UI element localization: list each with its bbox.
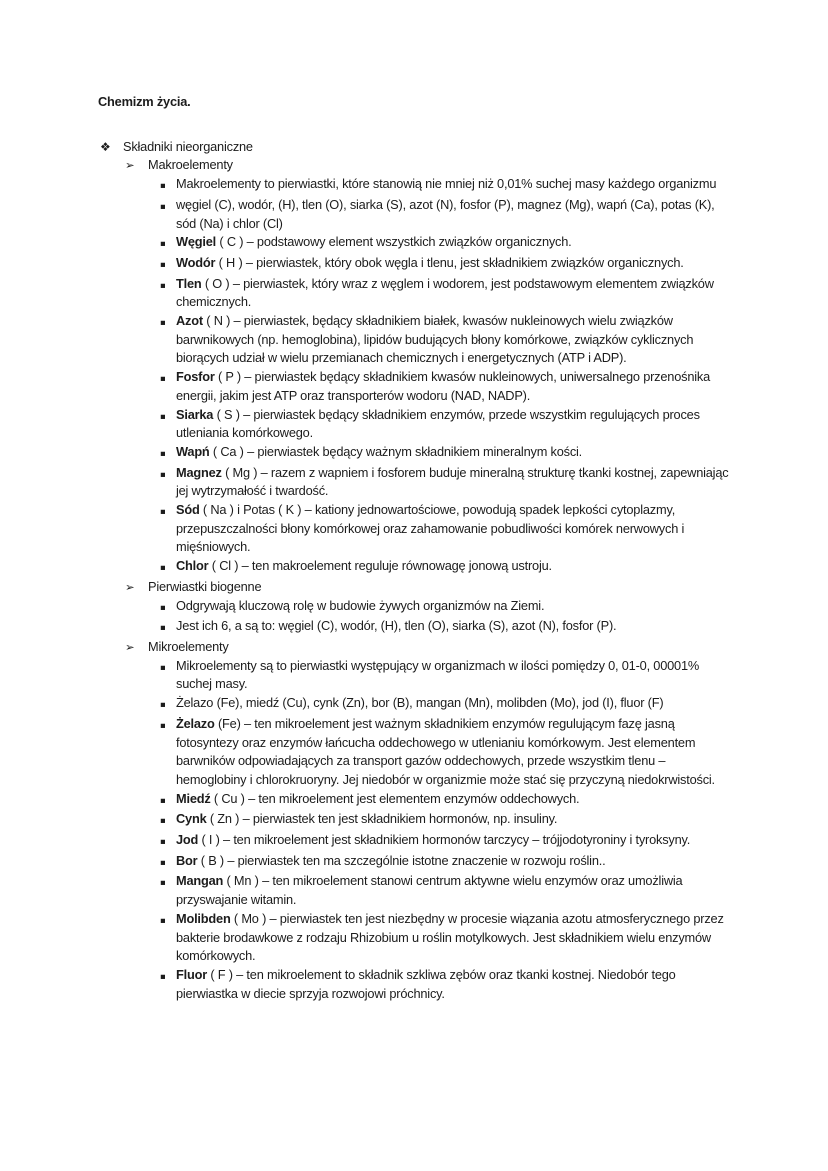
text-segment: ( Ca ) – pierwiastek będący ważnym składnikiem mineralnym kości. — [209, 443, 583, 459]
text-segment: Mikroelementy są to pierwiastki występujący w organizmach w ilości pomiędzy 0, 01-0, 00001% suchej masy. — [176, 657, 700, 692]
list-item-level-3 — [98, 196, 731, 233]
square-bullet-icon: ▪ — [160, 563, 166, 574]
term-bold: Wodór — [176, 254, 216, 270]
arrow-bullet-icon: ➢ — [125, 158, 135, 173]
text-segment: Makroelementy to pierwiastki, które stanowią nie mniej niż 0,01% suchej masy każdego organizmu — [176, 176, 717, 192]
text-segment: Odgrywają kluczową rolę w budowie żywych organizmów na Ziemi. — [176, 597, 545, 613]
list-item-text — [176, 254, 731, 273]
text-segment: ( N ) – pierwiastek, będący składnikiem białek, kwasów nukleinowych wielu związków barwnikowych (np. hemoglobina), lipidów budujących błony komórkowe, związków cyklicznych biorących udział w wielu przemianach chemicznych i energetycznych (ATP i ADP). — [176, 313, 694, 366]
list-item-level-2 — [98, 638, 731, 657]
term-bold: Azot — [176, 313, 203, 329]
text-segment: ( Mg ) – razem z wapniem i fosforem buduje mineralną strukturę tkanki kostnej, zapewniając jej wytrzymałość i twardość. — [176, 464, 729, 499]
square-bullet-icon: ▪ — [160, 857, 166, 868]
list-item-level-3 — [98, 715, 731, 790]
list-item-level-3 — [98, 275, 731, 312]
square-bullet-icon: ▪ — [160, 181, 166, 192]
text-segment: Składniki nieorganiczne — [123, 138, 253, 154]
list-item-text — [148, 638, 731, 657]
list-item-text — [176, 275, 731, 312]
list-item-level-3 — [98, 872, 731, 909]
list-item-level-3 — [98, 790, 731, 811]
term-bold: Mangan — [176, 873, 224, 889]
list-item-level-3 — [98, 501, 731, 557]
square-bullet-icon: ▪ — [160, 469, 166, 480]
list-item-level-3 — [98, 831, 731, 852]
text-segment: Pierwiastki biogenne — [148, 578, 262, 594]
term-bold: Bor — [176, 852, 198, 868]
text-segment: ( Zn ) – pierwiastek ten jest składnikiem hormonów, np. insuliny. — [206, 811, 558, 827]
square-bullet-icon: ▪ — [160, 411, 166, 422]
term-bold: Chlor — [176, 558, 209, 574]
list-item-level-2 — [98, 578, 731, 597]
text-segment: ( C ) – podstawowy element wszystkich związków organicznych. — [216, 234, 572, 250]
list-item-text — [176, 910, 731, 966]
list-item-level-3 — [98, 233, 731, 254]
square-bullet-icon: ▪ — [160, 448, 166, 459]
list-item-level-3 — [98, 557, 731, 578]
square-bullet-icon: ▪ — [160, 201, 166, 212]
list-item-text — [176, 196, 731, 233]
list-item-text — [176, 557, 731, 576]
list-item-level-3 — [98, 597, 731, 618]
text-segment: ( P ) – pierwiastek będący składnikiem kwasów nukleinowych, uniwersalnego przenośnika energii, jakim jest ATP oraz transporterów wodoru (NAD, NADP). — [176, 369, 711, 403]
list-item-level-3 — [98, 254, 731, 275]
square-bullet-icon: ▪ — [160, 259, 166, 270]
text-segment: ( Na ) i Potas ( K ) – kationy jednowartościowe, powodują spadek lepkości cytoplazmy, przepuszczalności błony komórkowej oraz zahamowanie pobudliwości komórek nerwowych i mięśniowych. — [176, 502, 685, 555]
list-item-level-3 — [98, 368, 731, 405]
outline — [98, 138, 731, 1004]
list-item-level-3 — [98, 406, 731, 443]
text-segment: ( B ) – pierwiastek ten ma szczególnie istotne znaczenie w rozwoju roślin.. — [197, 852, 606, 868]
term-bold: Siarka — [176, 406, 214, 422]
term-bold: Tlen — [176, 275, 202, 291]
square-bullet-icon: ▪ — [160, 816, 166, 827]
term-bold: Żelazo — [176, 715, 215, 731]
text-segment: ( Cu ) – ten mikroelement jest elementem enzymów oddechowych. — [210, 790, 580, 806]
text-segment: Mikroelementy — [148, 638, 229, 654]
list-item-text — [176, 443, 731, 462]
list-item-text — [176, 790, 731, 809]
text-segment: ( O ) – pierwiastek, który wraz z węglem i wodorem, jest podstawowym elementem związków chemicznych. — [176, 275, 714, 310]
list-item-level-3 — [98, 175, 731, 196]
list-item-text — [176, 831, 731, 850]
list-item-text — [176, 406, 731, 443]
list-item-text — [176, 368, 731, 405]
list-item-text — [176, 175, 731, 194]
list-item-text — [176, 810, 731, 829]
term-bold: Magnez — [176, 464, 222, 480]
list-item-text — [148, 578, 731, 597]
square-bullet-icon: ▪ — [160, 700, 166, 711]
text-segment: ( H ) – pierwiastek, który obok węgla i tlenu, jest składnikiem związków organicznych. — [215, 254, 684, 270]
list-item-level-3 — [98, 464, 731, 501]
square-bullet-icon: ▪ — [160, 239, 166, 250]
text-segment: ( Mo ) – pierwiastek ten jest niezbędny w procesie wiązania azotu atmosferycznego przez bakterie brodawkowe z rodzaju Rhizobium u roślin motylkowych. Jest składnikiem wielu enzymów komórkowych. — [176, 910, 724, 964]
list-item-text — [176, 872, 731, 909]
list-item-text — [176, 597, 731, 616]
term-bold: Fosfor — [176, 369, 215, 385]
list-item-text — [123, 138, 731, 157]
square-bullet-icon: ▪ — [160, 662, 166, 673]
list-item-level-3 — [98, 312, 731, 368]
square-bullet-icon: ▪ — [160, 720, 166, 731]
page-title: Chemizm życia. — [98, 94, 191, 109]
list-item-level-3 — [98, 810, 731, 831]
square-bullet-icon: ▪ — [160, 602, 166, 613]
list-item-text — [148, 156, 731, 175]
square-bullet-icon: ▪ — [160, 623, 166, 634]
list-item-text — [176, 312, 731, 368]
list-item-level-3 — [98, 657, 731, 694]
list-item-level-3 — [98, 966, 731, 1003]
text-segment: Żelazo (Fe), miedź (Cu), cynk (Zn), bor (B), mangan (Mn), molibden (Mo), jod (I), fluor (F) — [176, 695, 664, 711]
text-segment: Makroelementy — [148, 157, 233, 173]
square-bullet-icon: ▪ — [160, 318, 166, 329]
text-segment: Jest ich 6, a są to: węgiel (C), wodór, (H), tlen (O), siarka (S), azot (N), fosfor (P). — [176, 618, 617, 634]
list-item-text — [176, 715, 731, 790]
text-segment: ( Cl ) – ten makroelement reguluje równowagę jonową ustroju. — [208, 558, 552, 574]
square-bullet-icon: ▪ — [160, 878, 166, 889]
list-item-text — [176, 617, 731, 636]
square-bullet-icon: ▪ — [160, 837, 166, 848]
term-bold: Sód — [176, 502, 200, 518]
term-bold: Molibden — [176, 910, 231, 926]
list-item-level-1 — [98, 138, 731, 157]
text-segment: węgiel (C), wodór, (H), tlen (O), siarka (S), azot (N), fosfor (P), magnez (Mg), wapń (Ca), potas (K), sód (Na) i chlor (Cl) — [176, 196, 715, 231]
list-item-text — [176, 657, 731, 694]
list-item-level-3 — [98, 910, 731, 966]
square-bullet-icon: ▪ — [160, 374, 166, 385]
list-item-text — [176, 233, 731, 252]
list-item-level-3 — [98, 617, 731, 638]
square-bullet-icon: ▪ — [160, 915, 166, 926]
square-bullet-icon: ▪ — [160, 795, 166, 806]
list-item-level-3 — [98, 852, 731, 873]
term-bold: Cynk — [176, 811, 207, 827]
term-bold: Wapń — [176, 443, 210, 459]
square-bullet-icon: ▪ — [160, 280, 166, 291]
list-item-text — [176, 966, 731, 1003]
list-item-text — [176, 694, 731, 713]
list-item-text — [176, 852, 731, 871]
term-bold: Jod — [176, 832, 199, 848]
text-segment: ( S ) – pierwiastek będący składnikiem enzymów, przede wszystkim regulujących proces utleniania komórkowego. — [176, 406, 700, 441]
term-bold: Miedź — [176, 790, 211, 806]
text-segment: ( Mn ) – ten mikroelement stanowi centrum aktywne wielu enzymów oraz umożliwia przyswajanie witamin. — [176, 873, 683, 908]
square-bullet-icon: ▪ — [160, 507, 166, 518]
text-segment: (Fe) – ten mikroelement jest ważnym składnikiem enzymów regulującym fazę jasną fotosyntezy oraz enzymów łańcucha oddechowego w utlenianiu komórkowym. Jest elementem barwników odpowiadających za transport gazów oddechowych, przede wszystkim tlenu – hemoglobiny i chlorokruoryny. Jej niedobór w organizmie może stać się przyczyną niedokrwistości. — [176, 715, 715, 787]
list-item-text — [176, 501, 731, 557]
list-item-level-3 — [98, 443, 731, 464]
arrow-bullet-icon: ➢ — [125, 579, 135, 594]
list-item-text — [176, 464, 731, 501]
term-bold: Fluor — [176, 966, 207, 982]
square-bullet-icon: ▪ — [160, 971, 166, 982]
diamond-bullet-icon: ❖ — [100, 139, 111, 154]
text-segment: ( F ) – ten mikroelement to składnik szkliwa zębów oraz tkanki kostnej. Niedobór tego pierwiastka w diecie sprzyja rozwojowi próchnicy. — [176, 966, 676, 1001]
list-item-level-3 — [98, 694, 731, 715]
term-bold: Węgiel — [176, 234, 217, 250]
text-segment: ( I ) – ten mikroelement jest składnikiem hormonów tarczycy – trójjodotyroniny i tyroksyny. — [198, 832, 691, 848]
arrow-bullet-icon: ➢ — [125, 639, 135, 654]
list-item-level-2 — [98, 156, 731, 175]
